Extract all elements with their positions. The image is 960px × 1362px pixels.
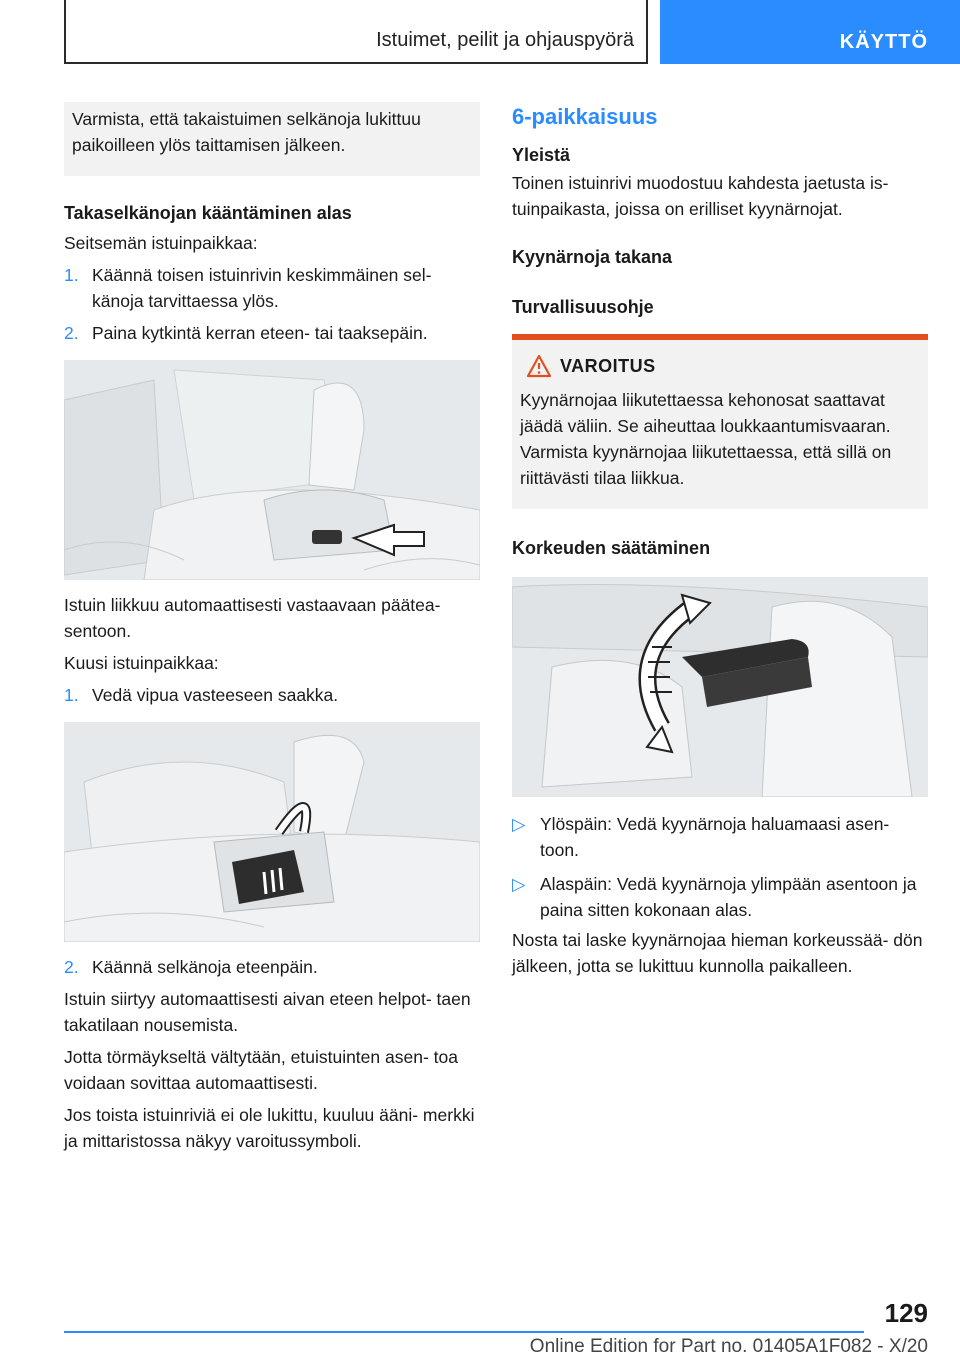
steps-seven-seats bbox=[64, 262, 480, 346]
header-chapter-label: KÄYTTÖ bbox=[839, 31, 928, 53]
list-item bbox=[64, 320, 480, 346]
list-item bbox=[64, 262, 480, 314]
step-number: 2. bbox=[64, 957, 79, 977]
intro-six-seats: Kuusi istuinpaikkaa: bbox=[64, 653, 219, 673]
footer-divider bbox=[64, 1331, 864, 1333]
step-number: 1. bbox=[64, 685, 79, 705]
note-text: Varmista, että takaistuimen selkänoja lukittuu paikoilleen ylös taittamisen jälkeen. bbox=[72, 109, 421, 155]
general-text: Toinen istuinrivi muodostuu kahdesta jaetusta is‐ tuinpaikasta, joissa on erilliset kyynärnojat. bbox=[512, 173, 889, 219]
figure-armrest-height bbox=[512, 577, 928, 797]
warning-triangle-icon bbox=[526, 354, 552, 378]
step-text: Paina kytkintä kerran eteen- tai taaksepäin. bbox=[92, 323, 428, 343]
header-chapter-tab[interactable] bbox=[660, 0, 960, 64]
heading-safety: Turvallisuusohje bbox=[512, 297, 654, 317]
armrest-illustration bbox=[512, 577, 928, 797]
collision-text: Jotta törmäykseltä vältytään, etuistuinten asen‐ toa voidaan sovittaa automaattisesti. bbox=[64, 1047, 458, 1093]
figure-lever-pull bbox=[64, 722, 480, 942]
warning-text: Kyynärnojaa liikutettaessa kehonosat saattavat jäädä väliin. Se aiheuttaa loukkaantumisvaaran. Varmista kyynärnojaa liikutettaessa, että sillä on riittävästi tilaa liikkua. bbox=[520, 390, 892, 488]
bullet-text: Ylöspäin: Vedä kyynärnoja haluamaasi asen‐ toon. bbox=[540, 814, 890, 860]
section-title-six-seats: 6-paikkaisuus bbox=[512, 104, 658, 129]
heading-height-adjust: Korkeuden säätäminen bbox=[512, 538, 711, 558]
list-item bbox=[64, 954, 480, 980]
seat-moves-text: Istuin liikkuu automaattisesti vastaavaan päätea‐ sentoon. bbox=[64, 595, 441, 641]
step-text: Käännä toisen istuinrivin keskimmäinen sel‐ känoja tarvittaessa ylös. bbox=[92, 265, 432, 311]
step-number: 2. bbox=[64, 323, 79, 343]
step-number: 1. bbox=[64, 265, 79, 285]
lock-armrest-text: Nosta tai laske kyynärnojaa hieman korkeussää‐ dön jälkeen, jotta se lukittuu kunnolla paikalleen. bbox=[512, 930, 923, 976]
page-number: 129 bbox=[884, 1298, 928, 1328]
intro-seven-seats: Seitsemän istuinpaikkaa: bbox=[64, 233, 258, 253]
warning-title: VAROITUS bbox=[560, 356, 656, 376]
unlocked-warning-text: Jos toista istuinriviä ei ole lukittu, kuuluu ääni‐ merkki ja mittaristossa näkyy varoitussymboli. bbox=[64, 1105, 475, 1151]
lever-illustration bbox=[64, 722, 480, 942]
list-item bbox=[64, 682, 480, 708]
bullet-text: Alaspäin: Vedä kyynärnoja ylimpään asentoon ja paina sitten kokonaan alas. bbox=[540, 874, 917, 920]
bullet-marker: ▷ bbox=[512, 874, 526, 894]
warning-content bbox=[512, 340, 928, 509]
right-column bbox=[512, 102, 928, 979]
footer-edition[interactable]: Online Edition for Part no. 01405A1F082 - X/20 bbox=[529, 1336, 928, 1357]
height-adjust-list bbox=[512, 811, 928, 923]
warning-header bbox=[520, 356, 920, 377]
bullet-marker: ▷ bbox=[512, 814, 526, 834]
figure-rear-seat-switch bbox=[64, 360, 480, 580]
step-text: Käännä selkänoja eteenpäin. bbox=[92, 957, 318, 977]
seat-forward-text: Istuin siirtyy automaattisesti aivan eteen helpot‐ taen takatilaan nousemista. bbox=[64, 989, 471, 1035]
heading-general: Yleistä bbox=[512, 145, 571, 165]
list-item bbox=[512, 811, 928, 863]
note-box bbox=[64, 102, 480, 176]
header-section-title: Istuimet, peilit ja ohjauspyörä bbox=[376, 29, 634, 51]
seat-switch-illustration bbox=[64, 360, 480, 580]
step-text: Vedä vipua vasteeseen saakka. bbox=[92, 685, 339, 705]
list-item bbox=[512, 871, 928, 923]
steps-six-seats-a bbox=[64, 682, 480, 708]
heading-rear-armrest: Kyynärnoja takana bbox=[512, 247, 673, 267]
warning-box bbox=[512, 334, 928, 509]
heading-fold-down: Takaselkänojan kääntäminen alas bbox=[64, 203, 352, 223]
left-column bbox=[64, 102, 480, 1154]
header-section-box bbox=[64, 0, 648, 64]
steps-six-seats-b bbox=[64, 954, 480, 980]
